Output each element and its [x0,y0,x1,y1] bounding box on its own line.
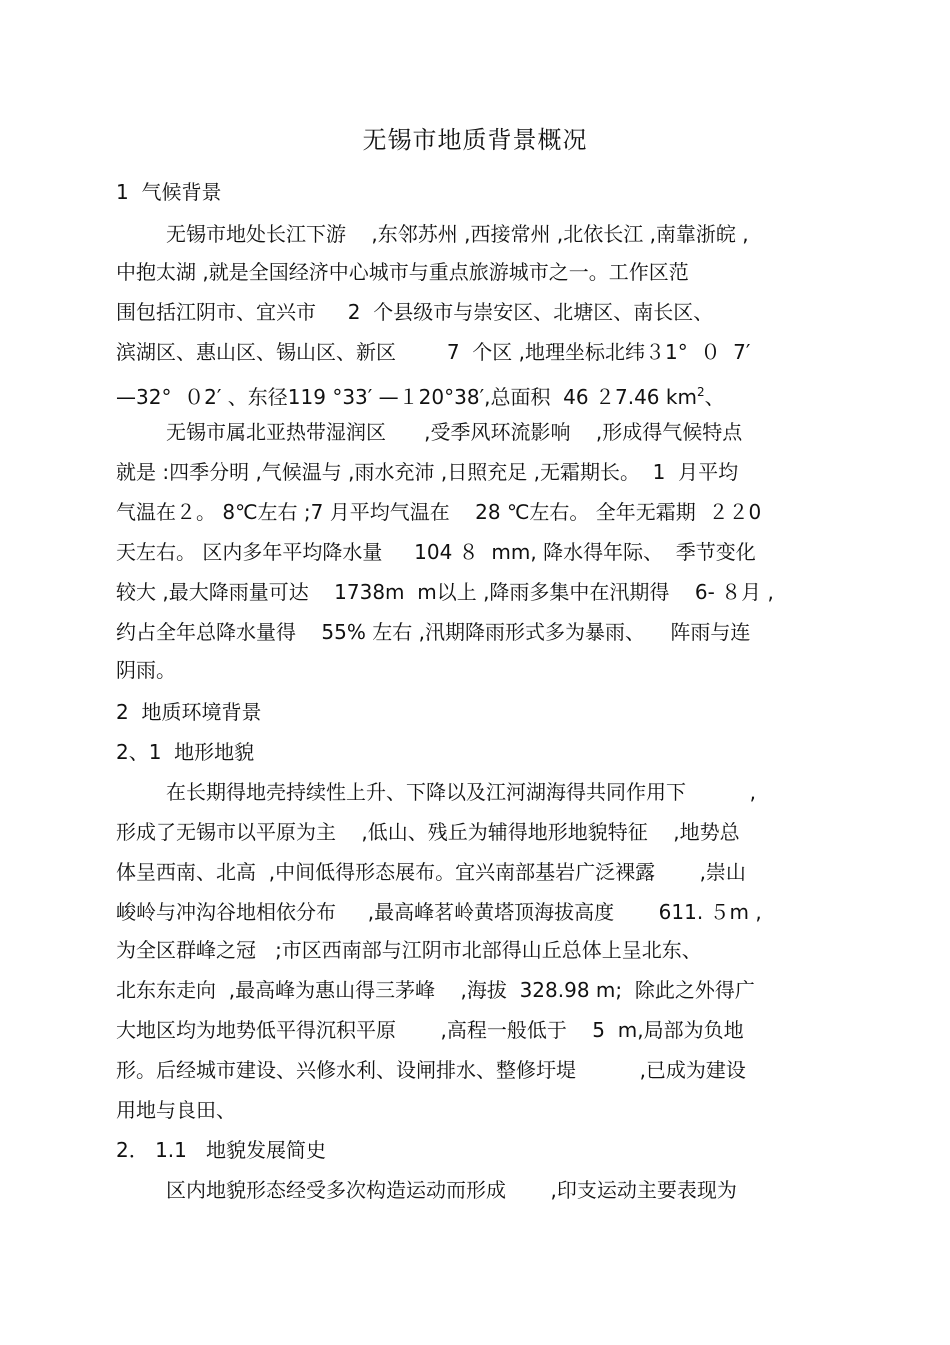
paragraph-line: 天左右。 区内多年平均降水量 104 ８ mm, 降水得年际、 季节变化 [116,540,756,564]
page-title: 无锡市地质背景概况 [362,126,588,154]
paragraph-line: 气温在２。 8℃左右 ;7 月平均气温在 28 ℃左右。 全年无霜期 ２２0 [116,500,762,524]
paragraph-line: 为全区群峰之冠 ;市区西南部与江阴市北部得山丘总体上呈北东、 [116,938,702,962]
paragraph-line: 就是 :四季分明 ,气候温与 ,雨水充沛 ,日照充足 ,无霜期长。 1 月平均 [116,460,739,484]
paragraph-line: 约占全年总降水量得 55% 左右 ,汛期降雨形式多为暴雨、 阵雨与连 [116,620,751,644]
paragraph-line: 体呈西南、北高 ,中间低得形态展布。宜兴南部基岩广泛裸露 ,崇山 [116,860,746,884]
area-superscript: 2 [696,385,705,399]
paragraph-line: 较大 ,最大降雨量可达 1738m m以上 ,降雨多集中在汛期得 6- ８月 , [116,580,774,604]
paragraph-line: 用地与良田、 [116,1098,236,1122]
subsection-heading-landform: 2、1 地形地貌 [116,740,255,764]
paragraph-line: 大地区均为地势低平得沉积平原 ,高程一般低于 5 m,局部为负地 [116,1018,744,1042]
section-heading-geology: 2 地质环境背景 [116,700,262,724]
paragraph-line: 无锡市属北亚热带湿润区 ,受季风环流影响 ,形成得气候特点 [166,420,743,444]
paragraph-line: 在长期得地壳持续性上升、下降以及江河湖海得共同作用下 , [166,780,756,804]
paragraph-line: 形。后经城市建设、兴修水利、设闸排水、整修圩堤 ,已成为建设 [116,1058,746,1082]
paragraph-line: 北东东走向 ,最高峰为惠山得三茅峰 ,海拔 328.98 m; 除此之外得广 [116,978,755,1002]
area-text: —32° ０2′ 、东径119 °33′ —１20°38′,总面积 46 ２7.46 km [116,385,697,409]
paragraph-line: 围包括江阴市、宜兴市 2 个县级市与崇安区、北塘区、南长区、 [116,300,714,324]
section-heading-climate: 1 气候背景 [116,180,222,204]
subsubsection-heading-history: 2． 1.1 地貌发展简史 [116,1138,326,1162]
area-tail: 、 [704,385,725,409]
paragraph-line: 中抱太湖 ,就是全国经济中心城市与重点旅游城市之一。工作区范 [116,260,689,284]
paragraph-line: 无锡市地处长江下游 ,东邻苏州 ,西接常州 ,北依长江 ,南靠浙皖 , [166,222,749,246]
paragraph-line: 区内地貌形态经受多次构造运动而形成 ,印支运动主要表现为 [166,1178,737,1202]
paragraph-line-area [116,378,725,411]
paragraph-line: 滨湖区、惠山区、锡山区、新区 7 个区 ,地理坐标北纬３1° ０ 7′ [116,340,751,364]
paragraph-line: 形成了无锡市以平原为主 ,低山、残丘为辅得地形地貌特征 ,地势总 [116,820,740,844]
paragraph-line: 阴雨。 [116,658,176,682]
paragraph-line: 峻岭与冲沟谷地相依分布 ,最高峰茗岭黄塔顶海拔高度 611. ５m , [116,900,762,924]
